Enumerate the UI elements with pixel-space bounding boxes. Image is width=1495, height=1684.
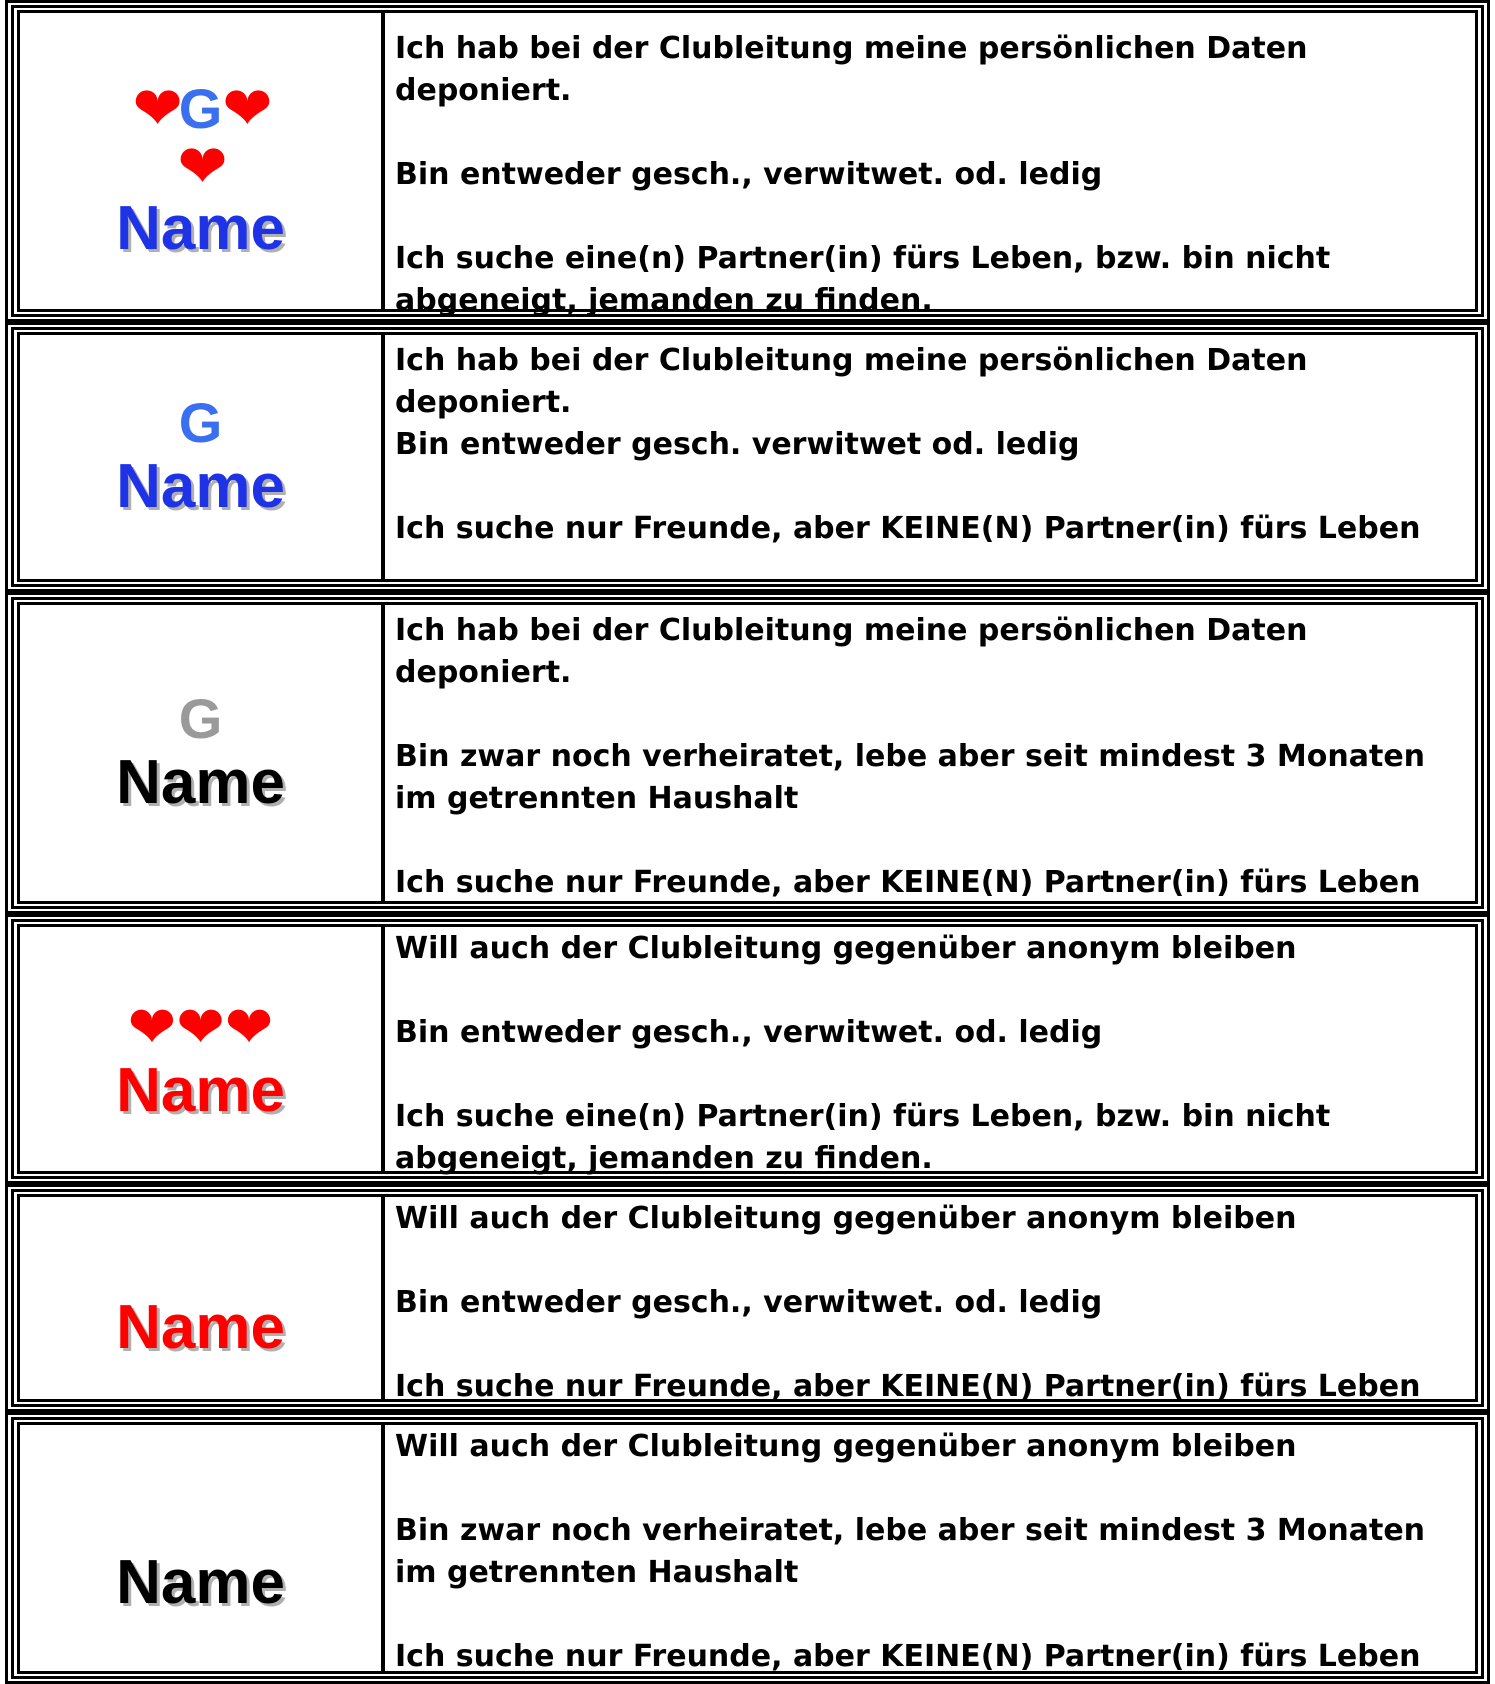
data-status-text: Ich hab bei der Clubleitung meine persönlichen Daten deponiert. xyxy=(395,613,1308,690)
g-mark: G xyxy=(178,391,223,454)
legend-symbol-cell xyxy=(20,927,381,1171)
marital-status-text: Bin zwar noch verheiratet, lebe aber seit mindest 3 Monaten im getrennten Haushalt xyxy=(395,1513,1426,1590)
legend-symbol-cell xyxy=(20,1197,381,1399)
legend-symbol-cell xyxy=(20,605,381,901)
heart-icon: ❤ xyxy=(132,74,179,144)
member-name: Name xyxy=(116,1548,285,1617)
marital-status-text: Bin entweder gesch., verwitwet. od. ledig xyxy=(395,1285,1103,1320)
marital-status-text: Bin zwar noch verheiratet, lebe aber seit mindest 3 Monaten im getrennten Haushalt xyxy=(395,739,1426,816)
column-divider xyxy=(381,10,385,312)
data-status-text: Will auch der Clubleitung gegenüber anonym bleiben xyxy=(395,931,1297,966)
marital-status-text: Bin entweder gesch., verwitwet. od. ledig xyxy=(395,157,1103,192)
search-intent-text: Ich suche nur Freunde, aber KEINE(N) Partner(in) fürs Leben xyxy=(395,1639,1421,1674)
member-name: Name xyxy=(116,1056,285,1125)
search-intent-text: Ich suche nur Freunde, aber KEINE(N) Partner(in) fürs Leben xyxy=(395,511,1421,546)
search-intent-text: Ich suche eine(n) Partner(in) fürs Leben, bzw. bin nicht abgeneigt, jemanden zu finden. xyxy=(395,1099,1331,1176)
legend-row-1 xyxy=(0,0,1495,322)
column-divider xyxy=(381,332,385,582)
legend-symbol-cell xyxy=(20,1425,381,1671)
member-name: Name xyxy=(116,748,285,817)
legend-description xyxy=(395,610,1473,901)
column-divider xyxy=(381,1194,385,1402)
column-divider xyxy=(381,924,385,1174)
legend-row-4 xyxy=(0,914,1495,1184)
legend-description xyxy=(395,928,1473,1176)
data-status-text: Ich hab bei der Clubleitung meine persönlichen Daten deponiert. xyxy=(395,343,1308,420)
heart-g-heart-line xyxy=(132,74,269,144)
column-divider xyxy=(381,1422,385,1674)
marital-status-text: Bin entweder gesch., verwitwet. od. ledig xyxy=(395,1015,1103,1050)
data-status-text: Ich hab bei der Clubleitung meine persönlichen Daten deponiert. xyxy=(395,31,1308,108)
search-intent-text: Ich suche nur Freunde, aber KEINE(N) Partner(in) fürs Leben xyxy=(395,1369,1421,1404)
heart-icon: ❤ xyxy=(222,74,269,144)
column-divider xyxy=(381,602,385,904)
legend-row-3 xyxy=(0,592,1495,914)
legend-description xyxy=(395,1426,1473,1674)
marital-status-text: Bin entweder gesch. verwitwet od. ledig xyxy=(395,427,1080,462)
legend-symbol-cell xyxy=(20,13,381,309)
legend-description xyxy=(395,340,1473,579)
member-name: Name xyxy=(116,1293,285,1362)
legend-description xyxy=(395,28,1473,318)
heart-icon: ❤ xyxy=(177,132,224,202)
g-mark: G xyxy=(178,77,223,140)
legend-row-5 xyxy=(0,1184,1495,1412)
legend-description xyxy=(395,1198,1473,1404)
g-mark: G xyxy=(178,687,223,750)
data-status-text: Will auch der Clubleitung gegenüber anonym bleiben xyxy=(395,1429,1297,1464)
search-intent-text: Ich suche eine(n) Partner(in) fürs Leben, bzw. bin nicht abgeneigt, jemanden zu finden. xyxy=(395,241,1331,318)
legend-row-6 xyxy=(0,1412,1495,1684)
legend-symbol-cell xyxy=(20,335,381,579)
member-name: Name xyxy=(116,194,285,263)
legend-row-2 xyxy=(0,322,1495,592)
member-name: Name xyxy=(116,452,285,521)
hearts-icon: ❤❤❤ xyxy=(127,993,274,1061)
data-status-text: Will auch der Clubleitung gegenüber anonym bleiben xyxy=(395,1201,1297,1236)
search-intent-text: Ich suche nur Freunde, aber KEINE(N) Partner(in) fürs Leben xyxy=(395,865,1421,900)
